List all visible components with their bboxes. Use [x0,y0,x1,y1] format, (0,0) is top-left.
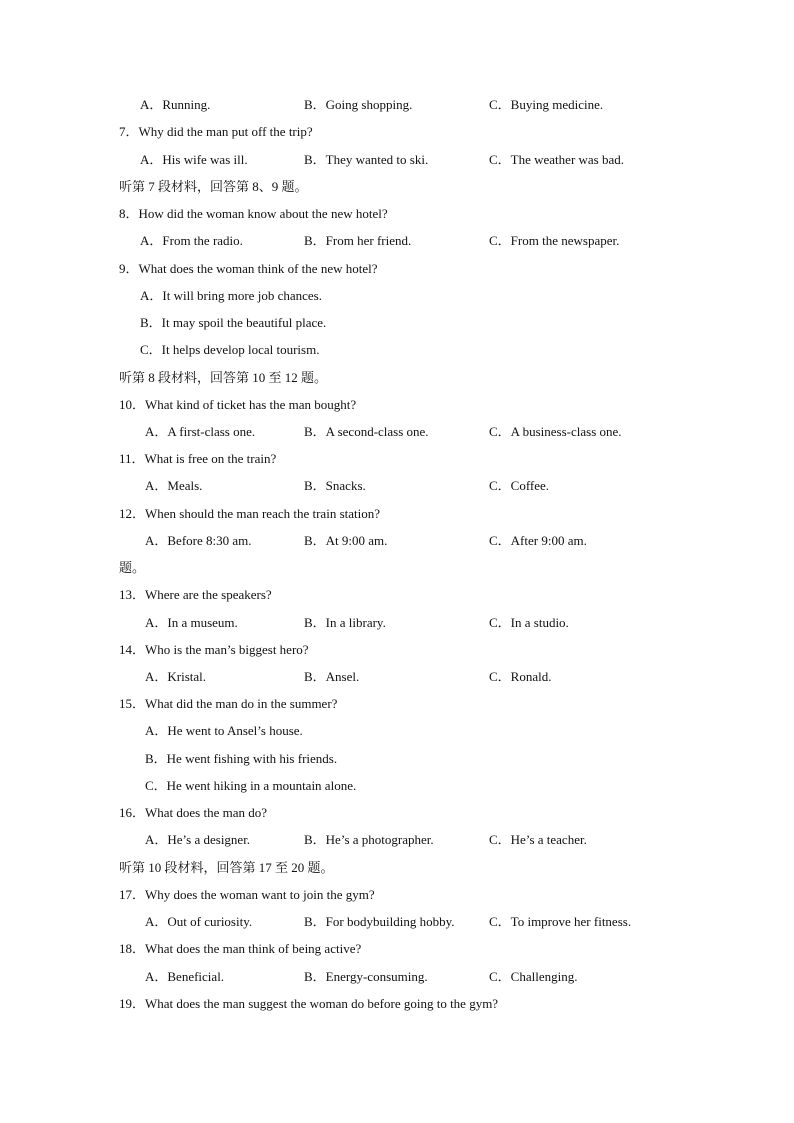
q9-question: 9．What does the woman think of the new hotel? [119,261,378,276]
q17-option-a: A．Out of curiosity. [145,914,253,929]
q11-option-c: C．Coffee. [489,478,550,493]
section-9-instruction-tail: 题。 [119,560,146,575]
q13-question: 13．Where are the speakers? [119,587,272,602]
q7-option-b: B．They wanted to ski. [304,152,429,167]
q10-option-a: A．A first-class one. [145,424,256,439]
q18-question: 18．What does the man think of being active? [119,941,362,956]
q19-question: 19．What does the man suggest the woman do before going to the gym? [119,996,499,1011]
q18-option-a: A．Beneficial. [145,969,225,984]
q17-option-c: C．To improve her fitness. [489,914,632,929]
q18-option-b: B．Energy-consuming. [304,969,428,984]
q15-option-a: A．He went to Ansel’s house. [145,723,303,738]
q16-question: 16．What does the man do? [119,805,268,820]
q16-option-c: C．He’s a teacher. [489,832,587,847]
q13-option-a: A．In a museum. [145,615,238,630]
q8-option-c: C．From the newspaper. [489,233,620,248]
q9-option-c: C．It helps develop local tourism. [140,342,320,357]
q11-option-b: B．Snacks. [304,478,366,493]
q17-question: 17．Why does the woman want to join the gym? [119,887,375,902]
q7-option-a: A．His wife was ill. [140,152,248,167]
q12-option-a: A．Before 8:30 am. [145,533,252,548]
q11-option-a: A．Meals. [145,478,203,493]
q8-option-a: A．From the radio. [140,233,243,248]
q13-option-b: B．In a library. [304,615,386,630]
q8-option-b: B．From her friend. [304,233,412,248]
q10-option-b: B．A second-class one. [304,424,429,439]
q13-option-c: C．In a studio. [489,615,569,630]
q14-question: 14．Who is the man’s biggest hero? [119,642,309,657]
section-7-instruction: 听第 7 段材料，回答第 8、9 题。 [119,179,308,194]
q14-option-c: C．Ronald. [489,669,552,684]
q14-option-b: B．Ansel. [304,669,360,684]
q7-option-c: C．The weather was bad. [489,152,625,167]
q15-option-b: B．He went fishing with his friends. [145,751,338,766]
q6-option-c: C．Buying medicine. [489,97,604,112]
q9-option-a: A．It will bring more job chances. [140,288,322,303]
section-8-instruction: 听第 8 段材料，回答第 10 至 12 题。 [119,370,328,385]
q7-question: 7．Why did the man put off the trip? [119,124,313,139]
q15-question: 15．What did the man do in the summer? [119,696,338,711]
section-10-instruction: 听第 10 段材料，回答第 17 至 20 题。 [119,860,334,875]
q8-question: 8．How did the woman know about the new hotel? [119,206,388,221]
q16-option-b: B．He’s a photographer. [304,832,434,847]
q10-question: 10．What kind of ticket has the man bought? [119,397,357,412]
q12-question: 12．When should the man reach the train station? [119,506,381,521]
q16-option-a: A．He’s a designer. [145,832,251,847]
q12-option-c: C．After 9:00 am. [489,533,587,548]
q10-option-c: C．A business-class one. [489,424,622,439]
q6-option-a: A．Running. [140,97,211,112]
q11-question: 11．What is free on the train? [119,451,277,466]
q15-option-c: C．He went hiking in a mountain alone. [145,778,357,793]
q12-option-b: B．At 9:00 am. [304,533,388,548]
q14-option-a: A．Kristal. [145,669,207,684]
q9-option-b: B．It may spoil the beautiful place. [140,315,327,330]
q17-option-b: B．For bodybuilding hobby. [304,914,455,929]
q6-option-b: B．Going shopping. [304,97,413,112]
q18-option-c: C．Challenging. [489,969,578,984]
